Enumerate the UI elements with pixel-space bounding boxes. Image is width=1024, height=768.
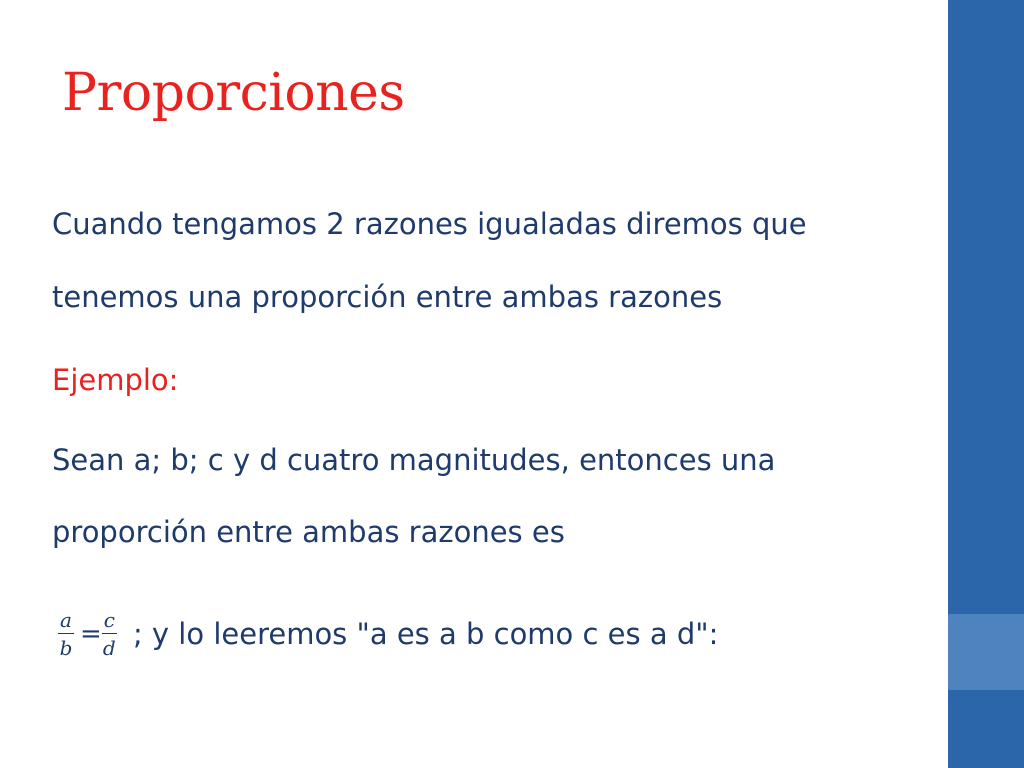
fraction-denominator-b: b — [59, 636, 73, 660]
side-accent-bar-highlight — [948, 614, 1024, 690]
fraction-c-over-d — [102, 610, 117, 658]
fraction-numerator-a: a — [60, 608, 72, 632]
proportion-formula — [58, 598, 718, 670]
body-text-line-4: Sean a; b; c y d cuatro magnitudes, entonces una — [52, 443, 776, 477]
formula-reading-text: ; y lo leeremos "a es a b como c es a d": — [132, 616, 719, 651]
fraction-denominator-d: d — [102, 636, 116, 660]
fraction-a-over-b — [58, 610, 74, 658]
body-text-line-1: Cuando tengamos 2 razones igualadas diremos que — [52, 207, 807, 241]
body-text-line-2: tenemos una proporción entre ambas razones — [52, 280, 723, 314]
fraction-numerator-c: c — [103, 608, 115, 632]
example-label: Ejemplo: — [52, 363, 179, 397]
slide-title: Proporciones — [62, 63, 405, 123]
equals-sign: = — [79, 619, 102, 649]
side-accent-bar — [948, 0, 1024, 768]
body-text-line-5: proporción entre ambas razones es — [52, 515, 565, 549]
